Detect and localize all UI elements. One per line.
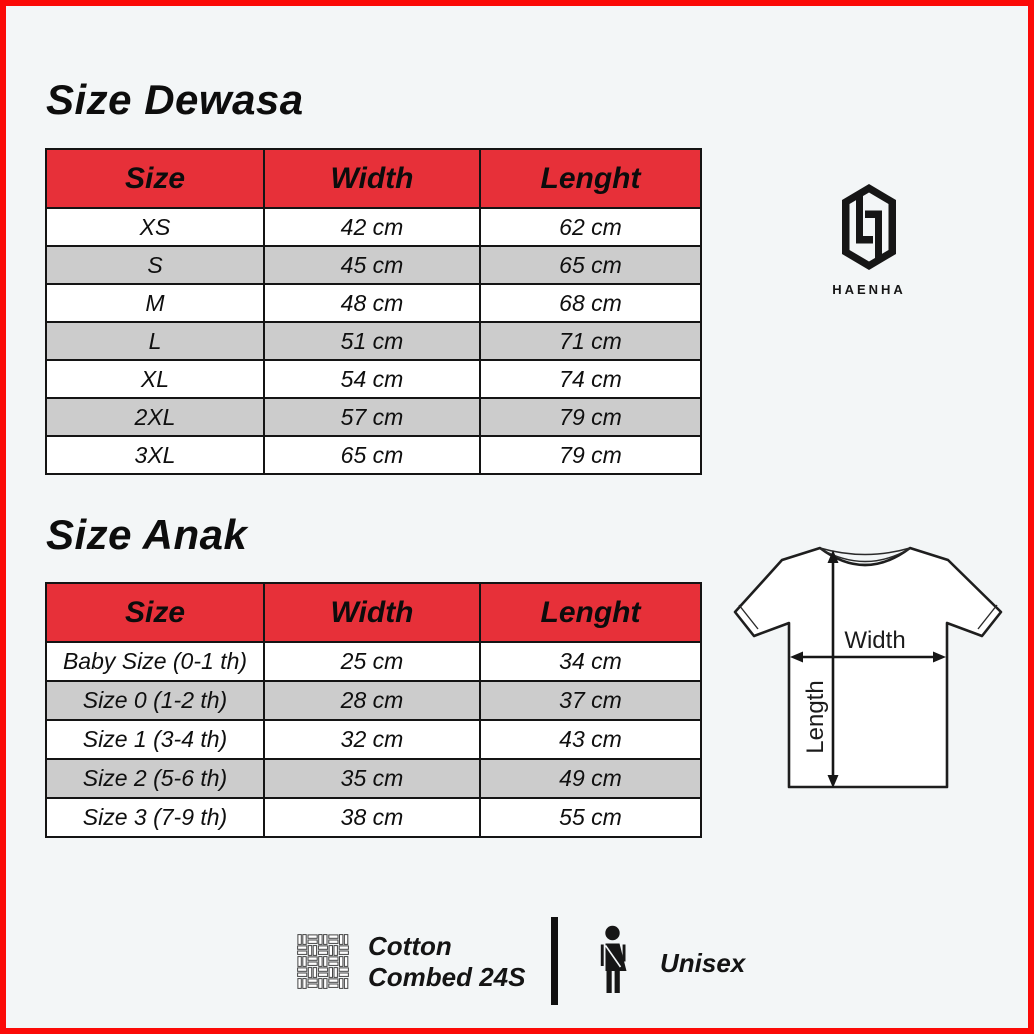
- table-row: [46, 642, 701, 681]
- brand-name: HAENHA: [832, 282, 906, 297]
- tshirt-outline-icon: [725, 540, 1015, 800]
- column-header-size: Size: [46, 583, 264, 642]
- size-cell: M: [46, 284, 264, 322]
- length-cell: 49 cm: [480, 759, 701, 798]
- length-cell: 62 cm: [480, 208, 701, 246]
- kids-size-table: [45, 582, 702, 838]
- size-cell: Baby Size (0-1 th): [46, 642, 264, 681]
- column-header-size: Size: [46, 149, 264, 208]
- width-cell: 28 cm: [264, 681, 480, 720]
- width-cell: 48 cm: [264, 284, 480, 322]
- width-cell: 32 cm: [264, 720, 480, 759]
- kids-section-title: Size Anak: [46, 511, 248, 558]
- table-row: [46, 436, 701, 474]
- tshirt-diagram: [725, 540, 1015, 800]
- footer-divider: [551, 917, 558, 1005]
- size-cell: XS: [46, 208, 264, 246]
- length-cell: 43 cm: [480, 720, 701, 759]
- size-cell: Size 0 (1-2 th): [46, 681, 264, 720]
- length-cell: 79 cm: [480, 436, 701, 474]
- width-cell: 51 cm: [264, 322, 480, 360]
- size-cell: Size 2 (5-6 th): [46, 759, 264, 798]
- width-cell: 42 cm: [264, 208, 480, 246]
- column-header-length: Lenght: [480, 149, 701, 208]
- length-cell: 71 cm: [480, 322, 701, 360]
- material-label: [368, 931, 526, 993]
- width-cell: 54 cm: [264, 360, 480, 398]
- adult-table-header-row: [46, 149, 701, 208]
- length-cell: 79 cm: [480, 398, 701, 436]
- size-cell: 3XL: [46, 436, 264, 474]
- width-cell: 57 cm: [264, 398, 480, 436]
- table-row: [46, 720, 701, 759]
- size-cell: L: [46, 322, 264, 360]
- table-row: [46, 798, 701, 837]
- length-cell: 37 cm: [480, 681, 701, 720]
- length-cell: 74 cm: [480, 360, 701, 398]
- adult-section-title: Size Dewasa: [46, 76, 304, 123]
- table-row: [46, 246, 701, 284]
- length-cell: 68 cm: [480, 284, 701, 322]
- haenha-logo-icon: [839, 183, 899, 271]
- size-cell: XL: [46, 360, 264, 398]
- column-header-length: Lenght: [480, 583, 701, 642]
- table-row: [46, 322, 701, 360]
- unisex-figure-icon: [596, 925, 630, 1002]
- kids-table-header-row: [46, 583, 701, 642]
- length-cell: 34 cm: [480, 642, 701, 681]
- column-header-width: Width: [264, 149, 480, 208]
- brand-logo: [828, 183, 910, 297]
- unisex-label: Unisex: [660, 948, 746, 978]
- shirt-length-label: Length: [802, 680, 829, 754]
- width-cell: 25 cm: [264, 642, 480, 681]
- table-row: [46, 681, 701, 720]
- width-cell: 38 cm: [264, 798, 480, 837]
- size-cell: 2XL: [46, 398, 264, 436]
- width-cell: 65 cm: [264, 436, 480, 474]
- size-cell: Size 3 (7-9 th): [46, 798, 264, 837]
- table-row: [46, 208, 701, 246]
- table-row: [46, 759, 701, 798]
- size-cell: S: [46, 246, 264, 284]
- column-header-width: Width: [264, 583, 480, 642]
- length-cell: 65 cm: [480, 246, 701, 284]
- width-cell: 45 cm: [264, 246, 480, 284]
- adult-size-table: [45, 148, 702, 475]
- length-cell: 55 cm: [480, 798, 701, 837]
- size-cell: Size 1 (3-4 th): [46, 720, 264, 759]
- fabric-weave-icon: [297, 934, 349, 994]
- material-line1: Cotton: [368, 931, 452, 961]
- shirt-width-label: Width: [844, 627, 906, 654]
- table-row: [46, 284, 701, 322]
- table-row: [46, 398, 701, 436]
- material-line2: Combed 24S: [368, 962, 526, 992]
- table-row: [46, 360, 701, 398]
- width-cell: 35 cm: [264, 759, 480, 798]
